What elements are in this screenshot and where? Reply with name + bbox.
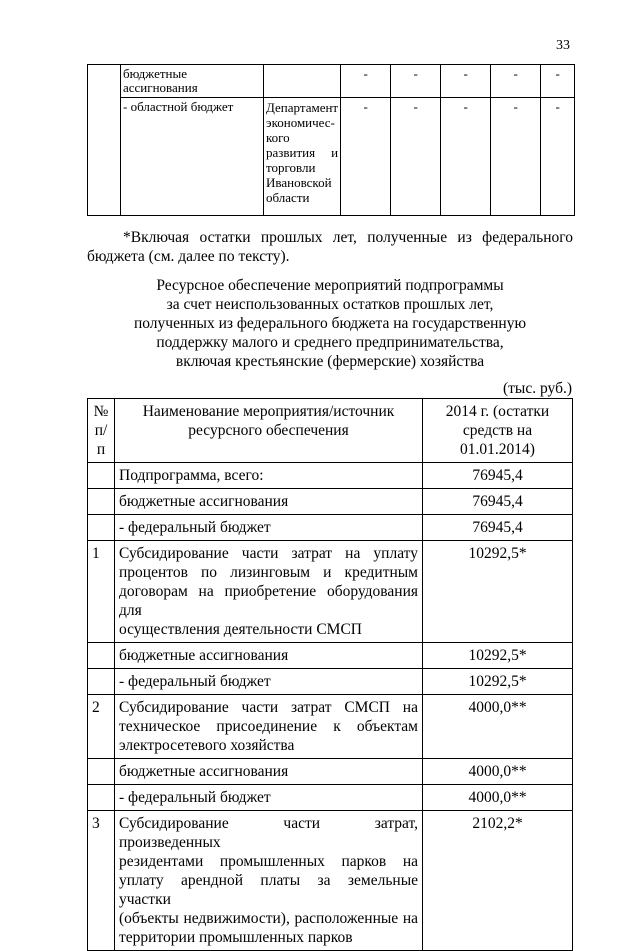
row-name-line: Субсидирование части затрат на уплату <box>119 545 418 562</box>
footnote-line: бюджета (см. далее по тексту). <box>87 248 290 265</box>
units-label: (тыс. руб.) <box>503 380 572 397</box>
top-table-value: - <box>491 98 541 216</box>
section-title-line: поддержку малого и среднего предпринимательства, <box>156 334 504 351</box>
row-name-line: техническое присоединение к объектам <box>119 718 418 735</box>
row-name: бюджетные ассигнования <box>115 489 423 515</box>
top-table-row <box>88 65 575 98</box>
table-row <box>88 785 573 811</box>
dept-line: Департамент <box>266 100 339 115</box>
row-name-line: территории промышленных парков <box>119 929 353 946</box>
dept-line: экономичес- <box>266 115 335 130</box>
top-table-num-cell <box>88 65 121 216</box>
row-num <box>88 669 115 695</box>
row-name-line: договорам на приобретение оборудования для <box>119 583 418 619</box>
header-name <box>115 399 423 463</box>
dept-line: Ивановской <box>266 175 332 190</box>
top-table-value: - <box>391 98 441 216</box>
dept-line: развития и <box>266 145 339 160</box>
table-row <box>88 695 573 759</box>
row-value: 10292,5* <box>423 669 573 695</box>
header-value <box>423 399 573 463</box>
top-table-value: - <box>391 65 441 98</box>
row-value: 4000,0** <box>423 785 573 811</box>
top-table-value: - <box>441 65 491 98</box>
row-name-line: процентов по лизинговым и кредитным <box>119 564 418 581</box>
header-num <box>88 399 115 463</box>
table-row <box>88 463 573 489</box>
header-num-line: п/п <box>94 422 108 458</box>
row-value: 10292,5* <box>423 643 573 669</box>
row-name: Подпрограмма, всего: <box>115 463 423 489</box>
page-number: 33 <box>556 38 570 53</box>
table-row <box>88 759 573 785</box>
table-row <box>88 643 573 669</box>
top-table-value: - <box>441 98 491 216</box>
resource-table <box>87 398 573 951</box>
section-title-line: Ресурсное обеспечение мероприятий подпрограммы <box>156 277 504 294</box>
row-name-line: электросетевого хозяйства <box>119 737 295 754</box>
section-title <box>87 276 573 371</box>
row-name: бюджетные ассигнования <box>115 759 423 785</box>
footnote <box>87 228 573 266</box>
header-name-line: Наименование мероприятия/источник <box>142 403 395 420</box>
top-table-value: - <box>341 98 391 216</box>
row-name <box>115 811 423 951</box>
row-value: 4000,0** <box>423 759 573 785</box>
top-table-name-cell: бюджетные ассигнования <box>121 65 264 98</box>
section-title-line: полученных из федерального бюджета на государственную <box>133 315 527 332</box>
table-row <box>88 811 573 951</box>
row-num <box>88 643 115 669</box>
section-title-line: за счет неиспользованных остатков прошлых лет, <box>166 296 494 313</box>
section-title-line: включая крестьянские (фермерские) хозяйства <box>175 353 485 370</box>
row-name: - федеральный бюджет <box>115 515 423 541</box>
row-value: 76945,4 <box>423 463 573 489</box>
header-value-line: средств на 01.01.2014) <box>460 422 535 458</box>
row-value: 10292,5* <box>423 541 573 643</box>
row-num <box>88 759 115 785</box>
header-name-line: ресурсного обеспечения <box>188 422 349 439</box>
table-header-row <box>88 399 573 463</box>
top-table-value: - <box>541 98 575 216</box>
row-num <box>88 515 115 541</box>
row-value: 76945,4 <box>423 515 573 541</box>
row-name: - федеральный бюджет <box>115 785 423 811</box>
header-num-line: № <box>93 403 109 420</box>
top-table-row <box>88 98 575 216</box>
row-num: 2 <box>88 695 115 759</box>
dept-line: торговли <box>266 160 316 175</box>
top-table-dept-cell <box>264 65 341 98</box>
top-table-value: - <box>491 65 541 98</box>
dept-line: области <box>266 190 310 205</box>
row-name-line: осуществления деятельности СМСП <box>119 621 362 638</box>
table-row <box>88 489 573 515</box>
row-name-line: уплату арендной платы за земельные участки <box>119 872 418 908</box>
row-num <box>88 463 115 489</box>
footnote-line: *Включая остатки прошлых лет, полученные из федерального <box>123 229 573 246</box>
row-num <box>88 785 115 811</box>
row-value: 76945,4 <box>423 489 573 515</box>
row-name-line: Субсидирование части затрат СМСП на <box>119 699 418 716</box>
row-name <box>115 695 423 759</box>
top-table-dept-cell <box>264 98 341 216</box>
row-value: 4000,0** <box>423 695 573 759</box>
top-table-name-cell: - областной бюджет <box>121 98 264 216</box>
row-name-line: резидентами промышленных парков на <box>119 853 418 870</box>
top-table-value: - <box>541 65 575 98</box>
table-row <box>88 541 573 643</box>
row-name: - федеральный бюджет <box>115 669 423 695</box>
row-num: 3 <box>88 811 115 951</box>
table-row <box>88 515 573 541</box>
table-row <box>88 669 573 695</box>
row-name <box>115 541 423 643</box>
header-value-line: 2014 г. (остатки <box>445 403 550 420</box>
row-name-line: Субсидирование части затрат, произведенных <box>119 815 418 851</box>
row-name: бюджетные ассигнования <box>115 643 423 669</box>
row-num <box>88 489 115 515</box>
row-name-line: (объекты недвижимости), расположенные на <box>119 910 418 927</box>
top-table-value: - <box>341 65 391 98</box>
top-table <box>87 64 575 216</box>
row-num: 1 <box>88 541 115 643</box>
dept-line: кого <box>266 130 290 145</box>
row-value: 2102,2* <box>423 811 573 951</box>
